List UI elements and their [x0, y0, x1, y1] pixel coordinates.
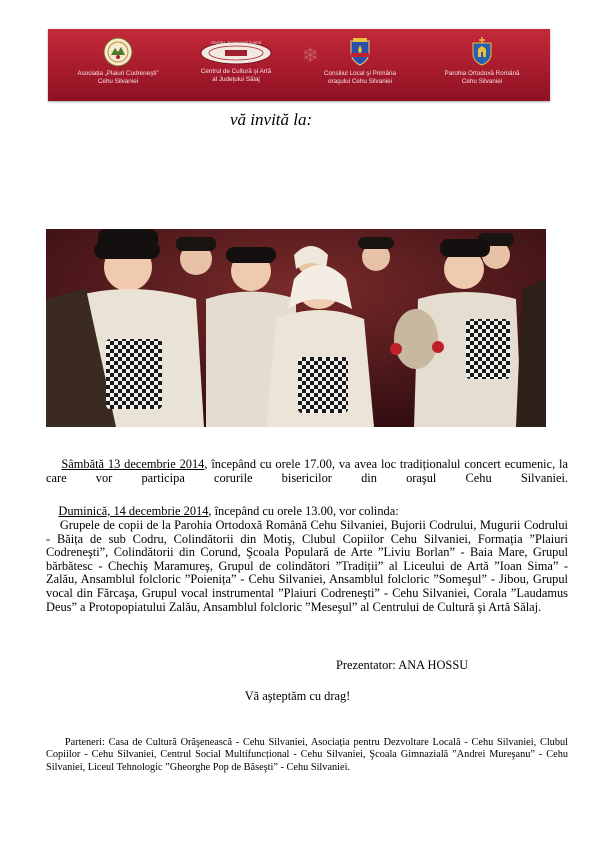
coat-of-arms-icon [347, 37, 373, 67]
centrul-cultura-emblem-icon [199, 39, 273, 65]
photo-children-carolers-icon [46, 229, 546, 427]
invite-heading: vă invită la: [230, 110, 313, 129]
partner-label-line2: Cehu Silvaniei [97, 77, 139, 85]
groups-text: Grupele de copii de la Parohia Ortodoxă Română Cehu Silvaniei, Bujorii Codrului, Mugurii Codrului - Băița de sub Codru, Colindătorii din Motiş, Clubul Copiilor Cehu Silvaniei, Formația ”Plaiuri Codreneşti”, Colindătorii din Corund, Şcoala Populară de Arte ”Liviu Borlan” - Baia Mare, Grupul bărbătesc - Chechiş Maramureş, Grupul de colindători ”Tradiții” al Liceului de Artă ”Ioan Sima” - Zalău, Ansamblul folcloric ”Poienița” - Cehu Silvaniei, Ansamblul folcloric ”Someşul” - Jibou, Grupul vocal din Fărcaşa, Grupul vocal instrumental ”Plaiuri Codreneşti” - Cehu Silvaniei, Corala ”Laudamus Deus” a Protopopiatului Zalău, Ansamblul folcloric ”Meseşul” al Centrului de Cultură şi Artă Sălaj. [46, 518, 568, 614]
partner-consiliul-local [302, 37, 418, 85]
event1-text: , începând cu orele 17.00, va avea loc tradiționalul concert ecumenic, la care vor participa corurile bisericilor din oraşul Cehu Silvaniei. [46, 457, 568, 485]
plaiuri-codrenesti-logo-icon [103, 37, 133, 67]
partner-plaiuri-codrenesti [66, 37, 170, 85]
partner-centrul-cultura [176, 39, 296, 83]
partner-label-line2: al Județului Sălaj [212, 75, 260, 83]
partner-label-line1: Centrul de Cultură şi Artă [200, 68, 272, 75]
partner-label-line1: Asociația „Plaiuri Codreneşti” [77, 70, 159, 77]
partners-text: Parteneri: Casa de Cultură Orăşenească - Cehu Silvaniei, Asociația pentru Dezvoltare Locală - Cehu Silvaniei, Clubul Copiilor - Cehu Silvaniei, Centrul Social Multifuncțional - Cehu Silvaniei, Şcoala Gimnazială ”Andrei Mureşanu” - Cehu Silvaniei, Liceul Tehnologic ”Gheorghe Pop de Băseşti” - Cehu Silvaniei. [46, 737, 568, 773]
emblem-text: CENTRUL DE CULTURĂ ŞI ARTĂ [210, 41, 262, 45]
snowflake-icon: ❄ [302, 45, 319, 67]
partner-label-line2: Cehu Silvaniei [461, 77, 503, 85]
church-crest-icon [469, 37, 495, 67]
event2-text: , începând cu orele 13.00, vor colinda: [208, 504, 399, 518]
partner-parohia-ortodoxa [426, 37, 538, 85]
partner-label-line2: oraşului Cehu Silvaniei [327, 77, 393, 85]
event2-date: Duminică, 14 decembrie 2014 [58, 504, 209, 518]
partner-label-line1: Parohia Ortodoxă Română [444, 70, 520, 77]
closing-line: Vă aşteptăm cu drag! [244, 689, 351, 703]
groups-paragraph [46, 519, 568, 614]
event1-paragraph [46, 458, 568, 485]
event1-date: Sâmbătă 13 decembrie 2014 [61, 457, 205, 471]
partners-footer [46, 737, 568, 774]
children-carolers-photo [46, 229, 546, 427]
partner-label-line1: Consiliul Local şi Primăria [323, 70, 397, 77]
event2-paragraph [46, 505, 568, 519]
presenter: Prezentator: ANA HOSSU [336, 658, 469, 672]
header-banner [48, 29, 550, 101]
